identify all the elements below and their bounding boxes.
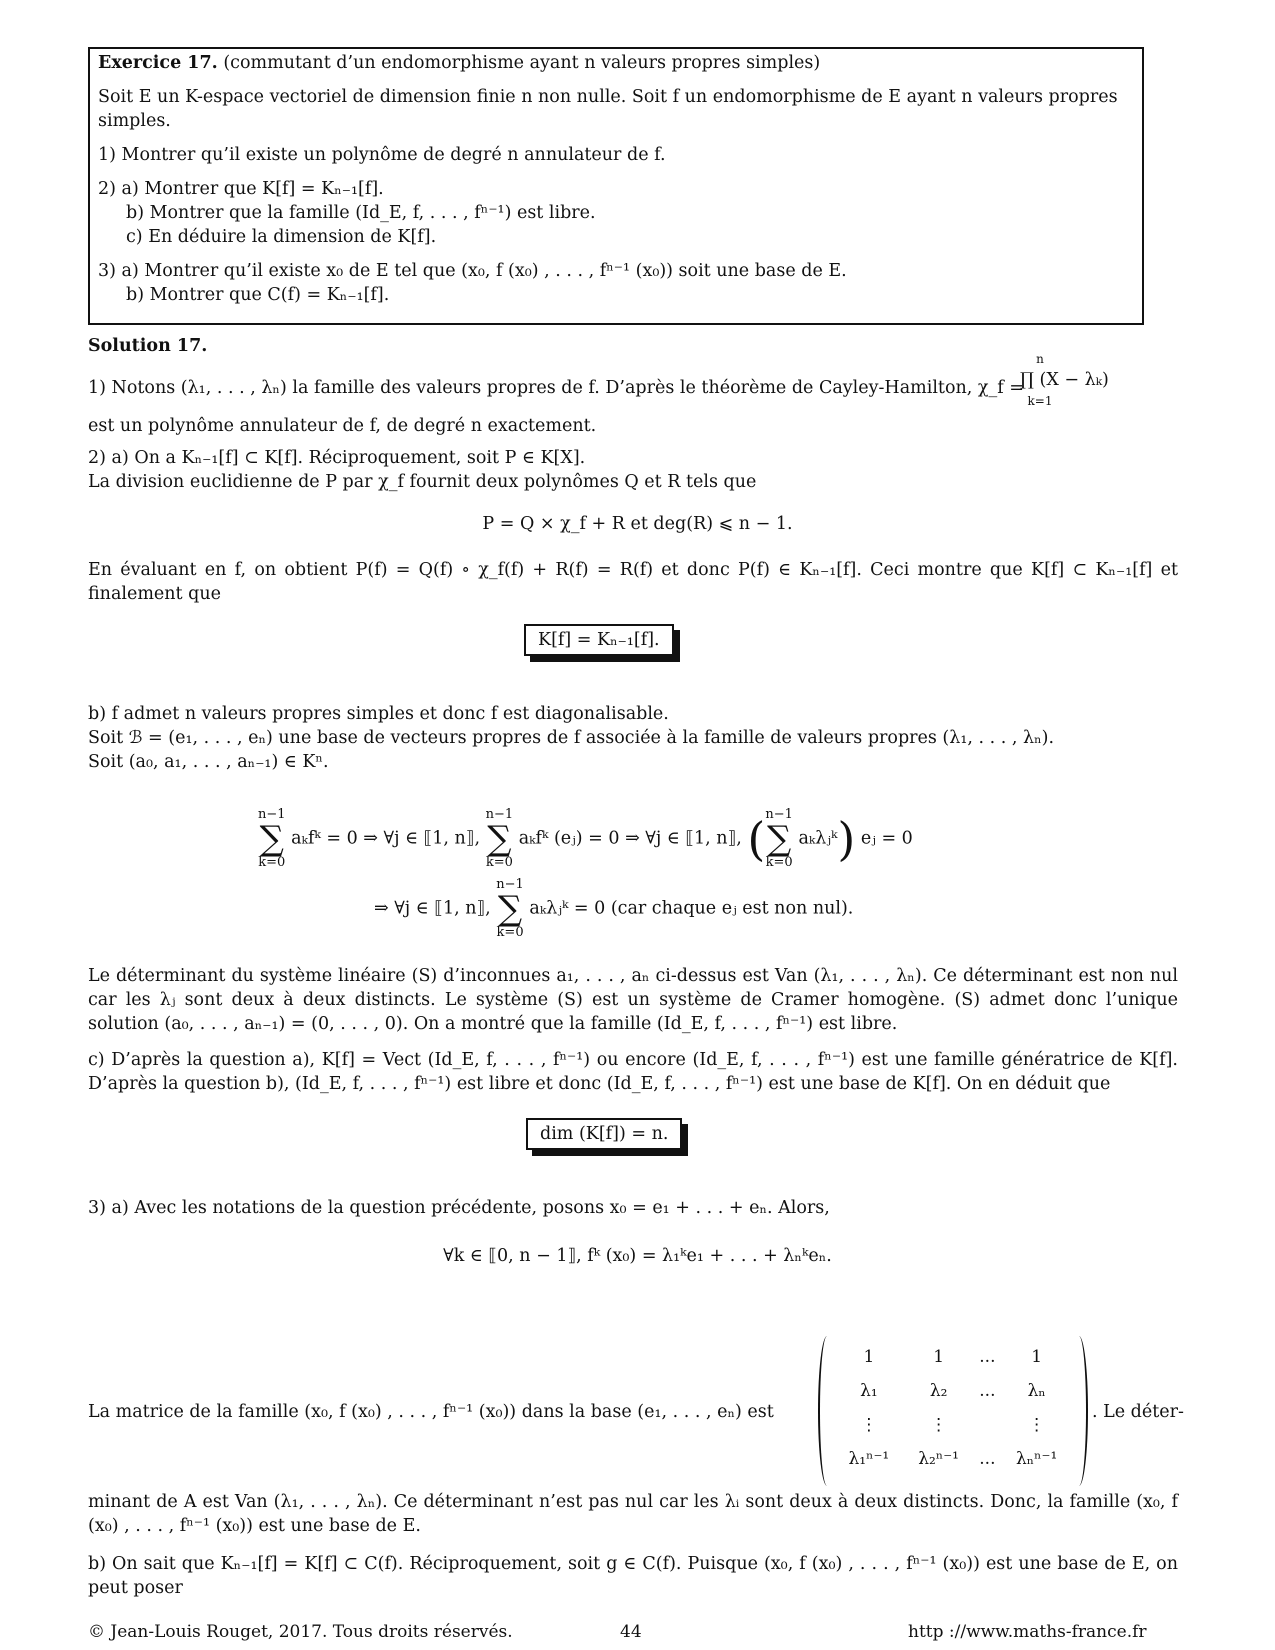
matrix-cell: λ₂ xyxy=(929,1381,948,1401)
footer-copyright: © Jean-Louis Rouget, 2017. Tous droits réservés. xyxy=(88,1622,513,1642)
exercise-q2a: 2) a) Montrer que K[f] = Kₙ₋₁[f]. xyxy=(98,179,384,199)
s2b-line1: b) f admet n valeurs propres simples et donc f est diagonalisable. xyxy=(88,704,669,724)
exercise-q3b: b) Montrer que C(f) = Kₙ₋₁[f]. xyxy=(126,285,390,305)
s2c-boxed-result: dim (K[f]) = n. xyxy=(526,1118,682,1150)
s3a-line3: minant de A est Van (λ₁, . . . , λₙ). Ce déterminant n’est pas nul car les λᵢ sont deux à deux distincts. Donc, la famille (x₀, f (x₀) , . . . , fⁿ⁻¹ (x₀)) est une base de E. xyxy=(88,1492,1178,1536)
s2b-equation-1: n−1 ∑ k=0 aₖfᵏ = 0 ⇒ ∀j ∈ ⟦1, n⟧, n−1 ∑ k=0 aₖfᵏ (eⱼ) = 0 ⇒ ∀j ∈ ⟦1, n⟧, (n−1 ∑ k=0 aₖλⱼᵏ) eⱼ = 0 xyxy=(258,807,913,870)
exercise-q2b: b) Montrer que la famille (Id_E, f, . . . , fⁿ⁻¹) est libre. xyxy=(126,203,596,223)
exercise-q3a: 3) a) Montrer qu’il existe x₀ de E tel que (x₀, f (x₀) , . . . , fⁿ⁻¹ (x₀)) soit une base de E. xyxy=(98,261,847,281)
sum-symbol: n−1 ∑ k=0 xyxy=(496,877,524,940)
s2b-line2: Soit ℬ = (e₁, . . . , eₙ) une base de vecteurs propres de f associée à la famille de valeurs propres (λ₁, . . . , λₙ). xyxy=(88,728,1055,748)
s3a-line2: La matrice de la famille (x₀, f (x₀) , . . . , fⁿ⁻¹ (x₀)) dans la base (e₁, . . . , eₙ) est xyxy=(88,1402,774,1422)
footer-page-number: 44 xyxy=(620,1622,642,1642)
matrix-cell: λₙ xyxy=(1027,1381,1046,1401)
exercise-q2c: c) En déduire la dimension de K[f]. xyxy=(126,227,437,247)
matrix-cell: ... xyxy=(979,1449,996,1469)
s1-line2: est un polynôme annulateur de f, de degré n exactement. xyxy=(88,416,597,436)
matrix-cell: ... xyxy=(979,1381,996,1401)
sum-symbol: n−1 ∑ k=0 xyxy=(258,807,286,870)
matrix-cell: ... xyxy=(979,1347,996,1367)
footer-url[interactable]: http ://www.maths-france.fr xyxy=(908,1622,1147,1642)
s2a-equation: P = Q × χ_f + R et deg(R) ⩽ n − 1. xyxy=(482,514,793,534)
matrix-cell: 1 xyxy=(933,1347,945,1367)
s3a-equation: ∀k ∈ ⟦0, n − 1⟧, fᵏ (x₀) = λ₁ᵏe₁ + . . . + λₙᵏeₙ. xyxy=(443,1246,832,1266)
exercise-q1: 1) Montrer qu’il existe un polynôme de degré n annulateur de f. xyxy=(98,145,666,165)
sum-symbol: n−1 ∑ k=0 xyxy=(485,807,514,870)
exercise-title: Exercice 17. xyxy=(98,53,218,73)
s2b-equation-2: ⇒ ∀j ∈ ⟦1, n⟧, n−1 ∑ k=0 aₖλⱼᵏ = 0 (car chaque eⱼ est non nul). xyxy=(374,877,854,940)
matrix-cell xyxy=(974,1408,1002,1442)
s2a-line3: En évaluant en f, on obtient P(f) = Q(f) ∘ χ_f(f) + R(f) = R(f) et donc P(f) ∈ Kₙ₋₁[f]. Ceci montre que K[f] ⊂ Kₙ₋₁[f] et finalement que xyxy=(88,560,1178,604)
matrix-right-paren xyxy=(1070,1336,1088,1486)
s2b-line4: Le déterminant du système linéaire (S) d’inconnues a₁, . . . , aₙ ci-dessus est Van (λ₁, . . . , λₙ). Ce déterminant est non nul car les λⱼ sont deux à deux distincts. Le système (S) est un système de Cramer homogène. (S) admet donc l’unique solution (a₀, . . . , aₙ₋₁) = (0, . . . , 0). On a montré que la famille (Id_E, f, . . . , fⁿ⁻¹) est libre. xyxy=(88,966,1178,1034)
matrix-cell: λ₁ xyxy=(860,1381,878,1401)
s1-product: n ∏ (X − λₖ) k=1 xyxy=(1020,352,1109,408)
s2b-line3: Soit (a₀, a₁, . . . , aₙ₋₁) ∈ Kⁿ. xyxy=(88,752,329,772)
exercise-intro: Soit E un K-espace vectoriel de dimension finie n non nulle. Soit f un endomorphisme de E ayant n valeurs propres simples. xyxy=(98,87,1118,131)
matrix-table xyxy=(834,1340,1072,1476)
s2a-line2: La division euclidienne de P par χ_f fournit deux polynômes Q et R tels que xyxy=(88,472,757,492)
matrix-cell: λ₂ⁿ⁻¹ xyxy=(918,1449,959,1469)
s3a-line1: 3) a) Avec les notations de la question précédente, posons x₀ = e₁ + . . . + eₙ. Alors, xyxy=(88,1198,830,1218)
sum-symbol: n−1 ∑ k=0 xyxy=(765,807,793,870)
s3a-line2-end: . Le déter- xyxy=(1092,1402,1184,1422)
matrix-cell: λ₁ⁿ⁻¹ xyxy=(848,1449,890,1469)
s2c-line1: c) D’après la question a), K[f] = Vect (Id_E, f, . . . , fⁿ⁻¹) ou encore (Id_E, f, . . . , fⁿ⁻¹) est une famille génératrice de K[f]. D’après la question b), (Id_E, f, . . . , fⁿ⁻¹) est libre et donc (Id_E, f, . . . , fⁿ⁻¹) est une base de K[f]. On en déduit que xyxy=(88,1050,1178,1094)
matrix-cell: ⋮ xyxy=(860,1415,878,1435)
matrix-cell: λₙⁿ⁻¹ xyxy=(1015,1449,1058,1469)
exercise-subtitle: (commutant d’un endomorphisme ayant n valeurs propres simples) xyxy=(223,53,821,73)
s1-line1: 1) Notons (λ₁, . . . , λₙ) la famille des valeurs propres de f. D’après le théorème de Cayley-Hamilton, χ_f = xyxy=(88,378,1024,398)
vandermonde-matrix xyxy=(818,1336,1088,1486)
matrix-cell: 1 xyxy=(1031,1347,1043,1367)
solution-title: Solution 17. xyxy=(88,336,208,356)
matrix-cell: ⋮ xyxy=(930,1415,948,1435)
s2a-line1: 2) a) On a Kₙ₋₁[f] ⊂ K[f]. Réciproquement, soit P ∈ K[X]. xyxy=(88,448,586,468)
exercise-box xyxy=(88,47,1144,325)
matrix-cell: 1 xyxy=(863,1347,875,1367)
matrix-cell: ⋮ xyxy=(1028,1415,1046,1435)
s2a-boxed-result: K[f] = Kₙ₋₁[f]. xyxy=(524,624,674,656)
s3b-line1: b) On sait que Kₙ₋₁[f] = K[f] ⊂ C(f). Réciproquement, soit g ∈ C(f). Puisque (x₀, f (x₀) , . . . , fⁿ⁻¹ (x₀)) est une base de E, on peut poser xyxy=(88,1554,1178,1598)
